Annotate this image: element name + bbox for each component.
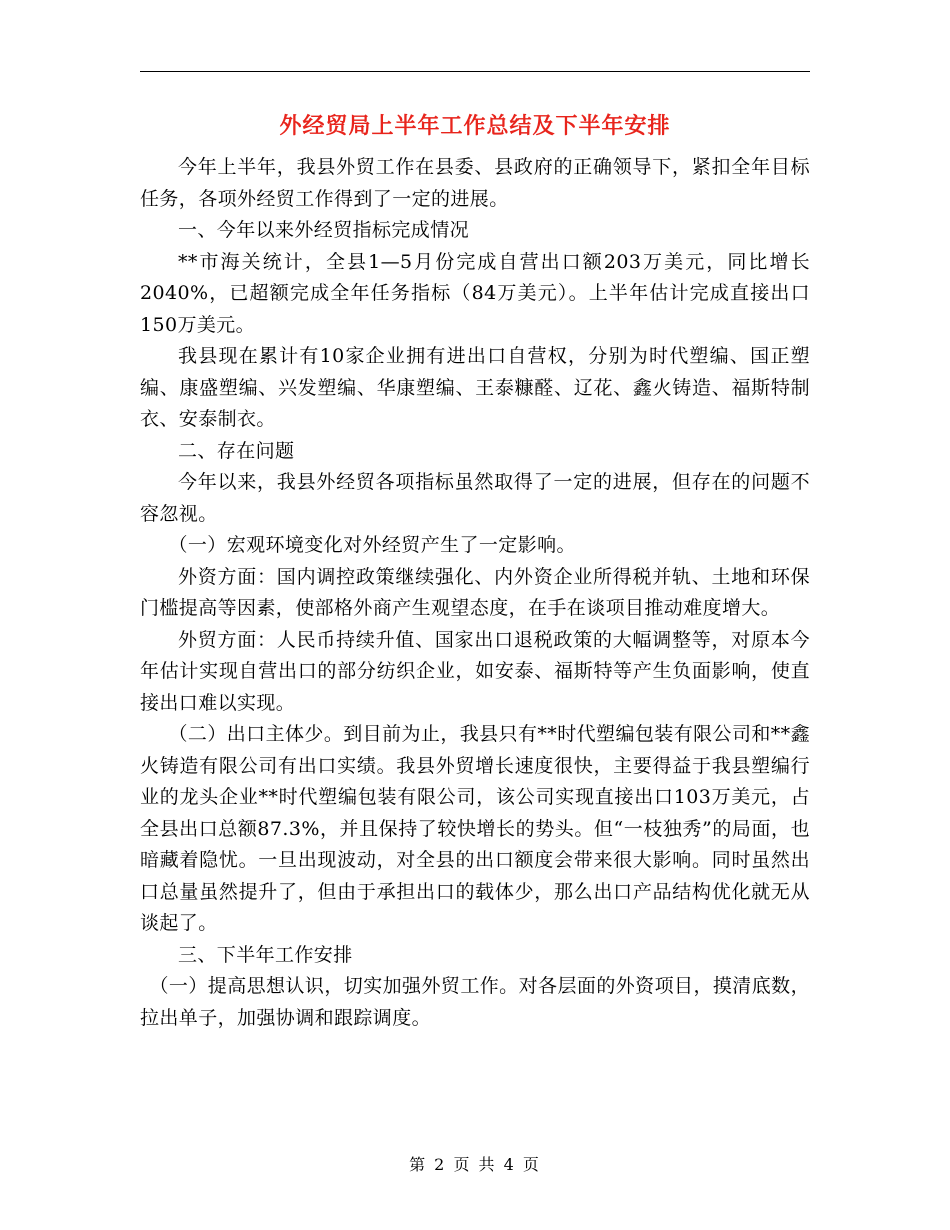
page-footer: 第 2 页 共 4 页 — [409, 1155, 541, 1174]
paragraph-foreign-investment: 外资方面：国内调控政策继续强化、内外资企业所得税并轨、土地和环保门槛提高等因素，使部格外商产生观望态度，在手在谈项目推动难度增大。 — [140, 565, 810, 619]
header-rule — [140, 71, 810, 72]
section-heading-3: 三、下半年工作安排 — [178, 943, 353, 966]
document-body — [140, 152, 810, 1034]
paragraph-foreign-trade: 外贸方面：人民币持续升值、国家出口退税政策的大幅调整等，对原本今年估计实现自营出口的部分纺织企业，如安泰、福斯特等产生负面影响，使直接出口难以实现。 — [140, 628, 810, 714]
paragraph-export-entities: （二）出口主体少。到目前为止，我县只有**时代塑编包装有限公司和**鑫火铸造有限公司有出口实绩。我县外贸增长速度很快，主要得益于我县塑编行业的龙头企业**时代塑编包装有限公司，该公司实现直接出口103万美元，占全县出口总额87.3%，并且保持了较快增长的势头。但“一枝独秀”的局面，也暗藏着隐忧。一旦出现波动，对全县的出口额度会带来很大影响。同时虽然出口总量虽然提升了，但由于承担出口的载体少，那么出口产品结构优化就无从谈起了。 — [140, 723, 810, 934]
paragraph-work-plan-1: （一）提高思想认识，切实加强外贸工作。对各层面的外资项目，摸清底数，拉出单子，加强协调和跟踪调度。 — [140, 975, 810, 1029]
document-title: 外经贸局上半年工作总结及下半年安排 — [279, 113, 671, 139]
paragraph-intro: 今年上半年，我县外贸工作在县委、县政府的正确领导下，紧扣全年目标任务，各项外经贸工作得到了一定的进展。 — [140, 156, 810, 210]
paragraph-customs-stats: **市海关统计，全县1—5月份完成自营出口额203万美元，同比增长2040%，已超额完成全年任务指标（84万美元）。上半年估计完成直接出口150万美元。 — [140, 250, 810, 336]
section-heading-2: 二、存在问题 — [178, 439, 295, 462]
subheading-macro-environment: （一）宏观环境变化对外经贸产生了一定影响。 — [168, 534, 576, 556]
section-heading-1: 一、今年以来外经贸指标完成情况 — [178, 219, 470, 241]
paragraph-enterprises: 我县现在累计有10家企业拥有进出口自营权，分别为时代塑编、国正塑编、康盛塑编、兴发塑编、华康塑编、王泰糠醛、辽花、鑫火铸造、福斯特制衣、安泰制衣。 — [140, 345, 810, 430]
paragraph-problems: 今年以来，我县外经贸各项指标虽然取得了一定的进展，但存在的问题不容忽视。 — [140, 471, 810, 525]
